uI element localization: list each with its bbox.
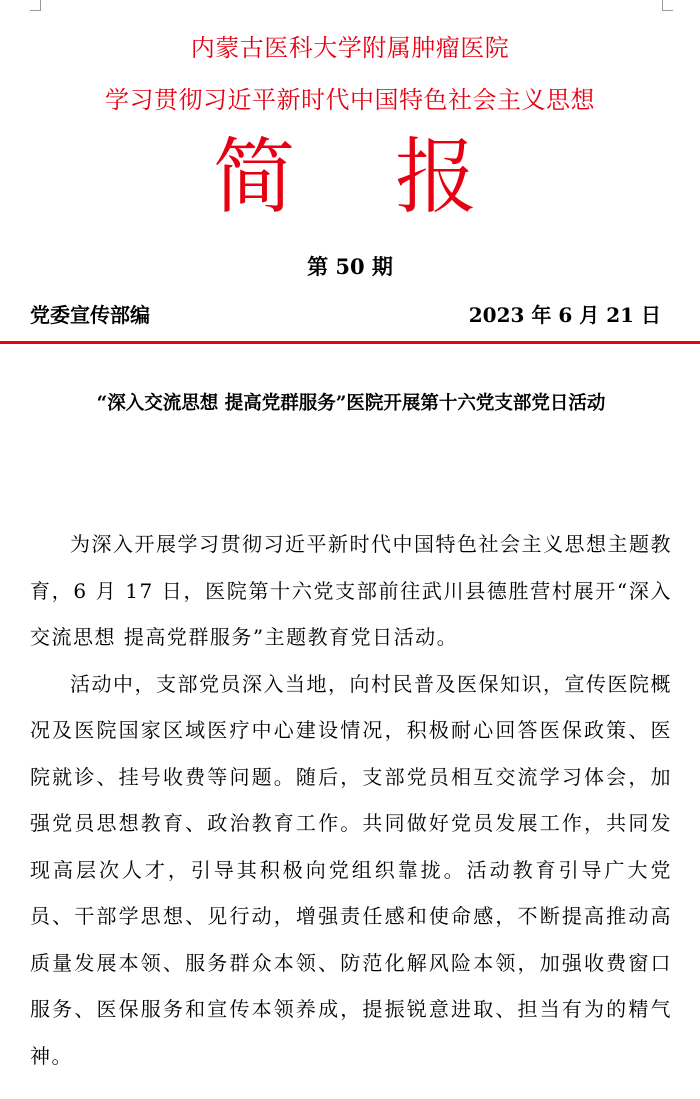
article-paragraph-1: 为深入开展学习贯彻习近平新时代中国特色社会主义思想主题教育，6 月 17 日，医院第十六党支部前往武川县德胜营村展开“深入交流思想 提高党群服务”主题教育党日活动。 xyxy=(30,532,672,649)
issue-number: 第 50 期 xyxy=(307,254,393,279)
article-title: “深入交流思想 提高党群服务”医院开展第十六党支部党日活动 xyxy=(96,393,606,414)
page-corner-mark-right xyxy=(662,0,673,11)
brief-masthead-char-1: 简 xyxy=(213,130,296,225)
brief-masthead-char-2: 报 xyxy=(395,130,478,225)
masthead-divider xyxy=(0,341,700,344)
publish-date: 2023 年 6 月 21 日 xyxy=(468,303,661,327)
article-paragraph-2: 活动中，支部党员深入当地，向村民普及医保知识，宣传医院概况及医院国家区域医疗中心建设情况，积极耐心回答医保政策、医院就诊、挂号收费等问题。随后，支部党员相互交流学习体会，加强党员思想教育、政治教育工作。共同做好党员发展工作，共同发现高层次人才，引导其积极向党组织靠拢。活动教育引导广大党员、干部学思想、见行动，增强责任感和使命感，不断提高推动高质量发展本领、服务群众本领、防范化解风险本领，加强收费窗口服务、医保服务和宣传本领养成，提振锐意进取、担当有为的精气神。 xyxy=(30,671,672,1068)
article-body xyxy=(30,521,672,1079)
brief-masthead xyxy=(0,128,700,228)
study-theme-title: 学习贯彻习近平新时代中国特色社会主义思想 xyxy=(105,86,595,114)
editing-department: 党委宣传部编 xyxy=(30,303,150,327)
page-corner-mark-left xyxy=(30,0,41,11)
hospital-name: 内蒙古医科大学附属肿瘤医院 xyxy=(190,34,510,62)
